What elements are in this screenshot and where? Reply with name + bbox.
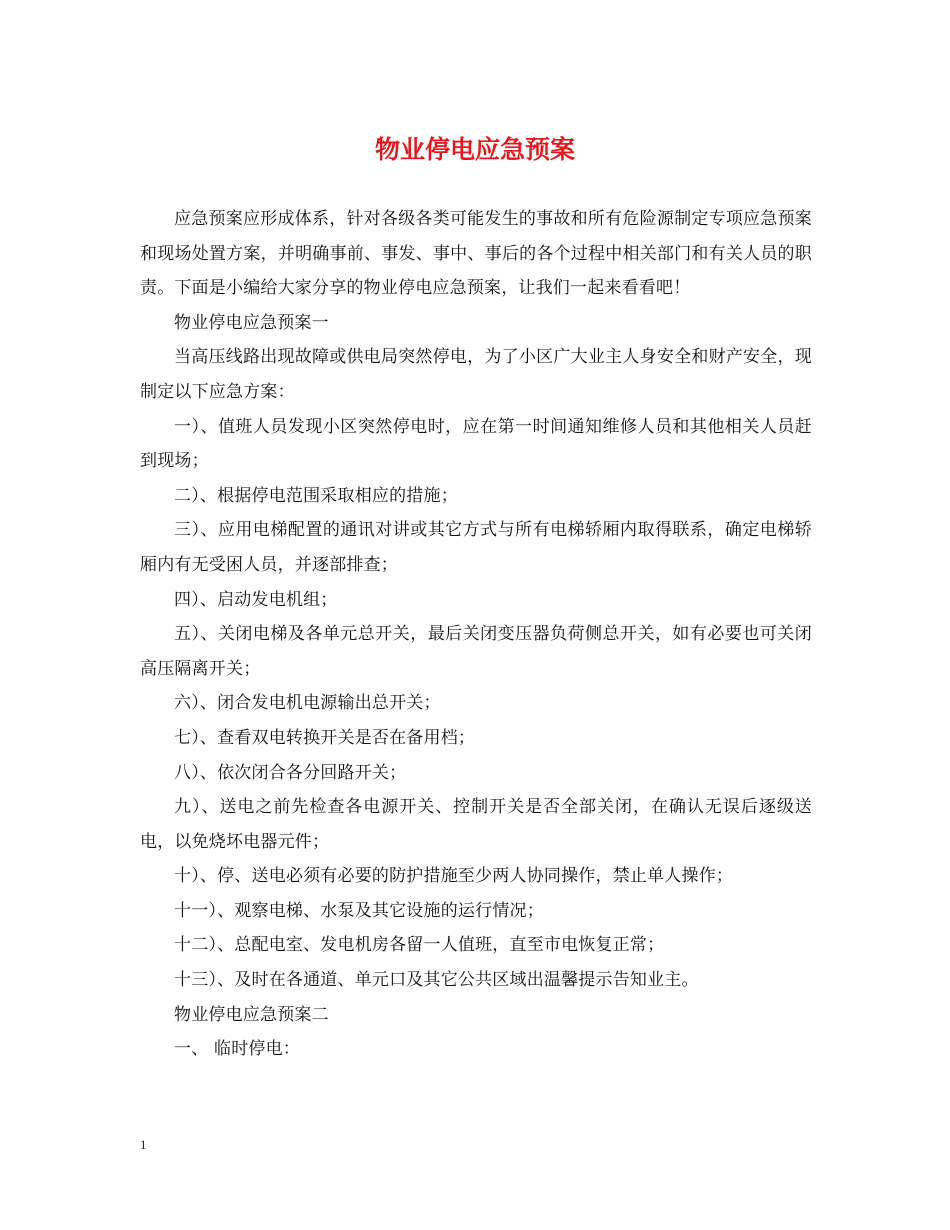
section1-heading: 物业停电应急预案一 <box>174 312 329 333</box>
list-item: 八）、依次闭合各分回路开关； <box>174 762 407 783</box>
section1-lead-paragraph: 当高压线路出现故障或供电局突然停电，为了小区广大业主人身安全和财产安全，现制定以下应急方案： <box>140 347 812 402</box>
list-item: 九）、送电之前先检查各电源开关、控制开关是否全部关闭，在确认无误后逐级送电，以免烧坏电器元件； <box>140 797 812 852</box>
list-item: 十）、停、送电必须有必要的防护措施至少两人协同操作，禁止单人操作； <box>174 866 734 887</box>
list-item: 十二）、总配电室、发电机房各留一人值班，直至市电恢复正常； <box>174 935 665 956</box>
list-item: 十三）、及时在各通道、单元口及其它公共区域出温馨提示告知业主。 <box>174 970 699 991</box>
section2-heading: 物业停电应急预案二 <box>174 1004 329 1025</box>
document-body <box>140 202 812 1067</box>
intro-paragraph: 应急预案应形成体系，针对各级各类可能发生的事故和所有危险源制定专项应急预案和现场处置方案，并明确事前、事发、事中、事后的各个过程中相关部门和有关人员的职责。下面是小编给大家分享的物业停电应急预案，让我们一起来看看吧！ <box>140 209 812 299</box>
page-number: 1 <box>140 1137 147 1152</box>
list-item: 四）、启动发电机组； <box>174 589 338 610</box>
list-item: 一）、值班人员发现小区突然停电时，应在第一时间通知维修人员和其他相关人员赶到现场； <box>140 416 812 472</box>
document-title: 物业停电应急预案 <box>374 135 575 164</box>
section2-item-1: 一、 临时停电： <box>174 1039 301 1060</box>
list-item: 三）、应用电梯配置的通讯对讲或其它方式与所有电梯轿厢内取得联系，确定电梯轿厢内有无受困人员，并逐部排查； <box>140 520 812 575</box>
list-item: 六）、闭合发电机电源输出总开关； <box>174 693 441 714</box>
list-item: 七）、查看双电转换开关是否在备用档； <box>174 727 476 748</box>
list-item: 十一）、观察电梯、水泵及其它设施的运行情况； <box>174 900 544 921</box>
list-item: 五）、关闭电梯及各单元总开关，最后关闭变压器负荷侧总开关，如有必要也可关闭高压隔离开关； <box>140 624 812 679</box>
list-item: 二）、根据停电范围采取相应的措施； <box>174 485 458 506</box>
